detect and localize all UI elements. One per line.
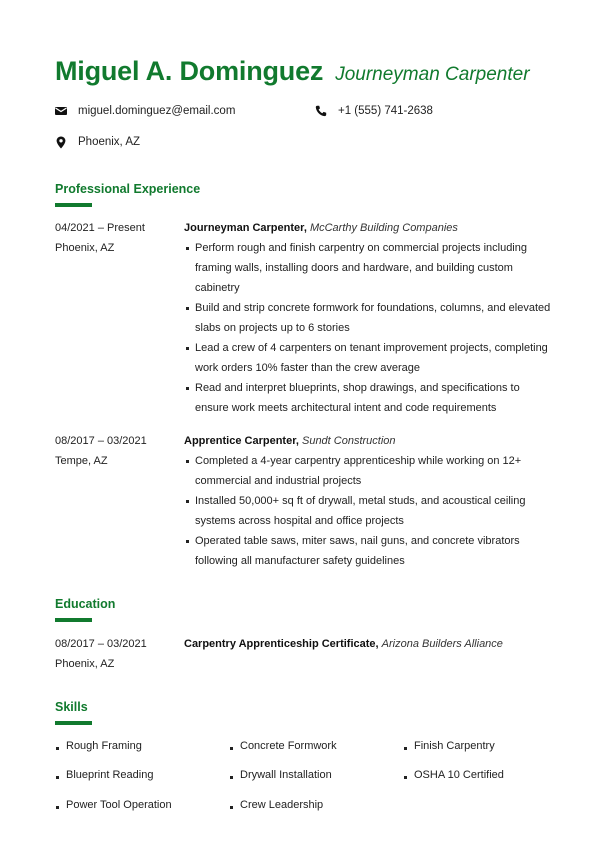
phone-text[interactable]: +1 (555) 741-2638 [338,105,433,117]
education-dates: 08/2017 – 03/2021 [55,638,147,650]
contact-phone [315,105,433,117]
bullet-item: Installed 50,000+ sq ft of drywall, metal studs, and acoustical ceiling systems across hospital and office projects [184,491,556,531]
candidate-title: Journeyman Carpenter [335,64,530,85]
skill-item: OSHA 10 Certified [403,769,504,781]
job-role: Journeyman Carpenter, [184,222,307,234]
map-pin-icon [55,136,67,148]
job-location: Phoenix, AZ [55,242,115,254]
skill-item: Blueprint Reading [55,769,153,781]
bullet-item: Operated table saws, miter saws, nail guns, and concrete vibrators following all manufacturer safety guidelines [184,531,556,571]
education-location: Phoenix, AZ [55,658,115,670]
section-title-education: Education [55,597,116,611]
section-underline [55,721,92,725]
skill-item: Rough Framing [55,740,142,752]
envelope-icon [55,105,67,117]
education-header [184,634,556,654]
bullet-item: Build and strip concrete formwork for foundations, columns, and elevated slabs on projects up to 6 stories [184,298,556,338]
candidate-name: Miguel A. Dominguez [55,56,324,86]
job-entry [184,431,556,571]
skill-item: Finish Carpentry [403,740,495,752]
section-title-skills: Skills [55,700,88,714]
job-bullets [184,238,556,418]
job-company: Sundt Construction [301,435,396,447]
job-meta [55,431,147,471]
bullet-item: Completed a 4-year carpentry apprenticeship while working on 12+ commercial and industrial projects [184,451,556,491]
skill-item: Crew Leadership [229,799,323,811]
skill-item: Drywall Installation [229,769,332,781]
job-dates: 04/2021 – Present [55,222,145,234]
location-text: Phoenix, AZ [78,136,141,148]
section-title-experience: Professional Experience [55,182,201,196]
job-company: McCarthy Building Companies [309,222,458,234]
education-degree: Carpentry Apprenticeship Certificate, [184,638,379,650]
education-entry [184,634,556,654]
contact-email [55,105,235,117]
job-bullets [184,451,556,571]
skill-item: Power Tool Operation [55,799,172,811]
phone-icon [315,105,327,117]
bullet-item: Read and interpret blueprints, shop drawings, and specifications to ensure work meets architectural intent and code requirements [184,378,556,418]
skill-item: Concrete Formwork [229,740,337,752]
job-header [184,431,556,451]
job-header [184,218,556,238]
job-role: Apprentice Carpenter, [184,435,299,447]
email-text[interactable]: miguel.dominguez@email.com [78,105,236,117]
job-entry [184,218,556,418]
job-meta [55,218,145,258]
contact-location [55,136,140,148]
education-institution: Arizona Builders Alliance [381,638,503,650]
education-meta [55,634,147,674]
bullet-item: Perform rough and finish carpentry on commercial projects including framing walls, installing doors and hardware, and building custom cabinetry [184,238,556,298]
section-underline [55,618,92,622]
job-location: Tempe, AZ [55,455,108,467]
header [55,56,530,87]
job-dates: 08/2017 – 03/2021 [55,435,147,447]
bullet-item: Lead a crew of 4 carpenters on tenant improvement projects, completing work orders 10% faster than the crew average [184,338,556,378]
section-underline [55,203,92,207]
